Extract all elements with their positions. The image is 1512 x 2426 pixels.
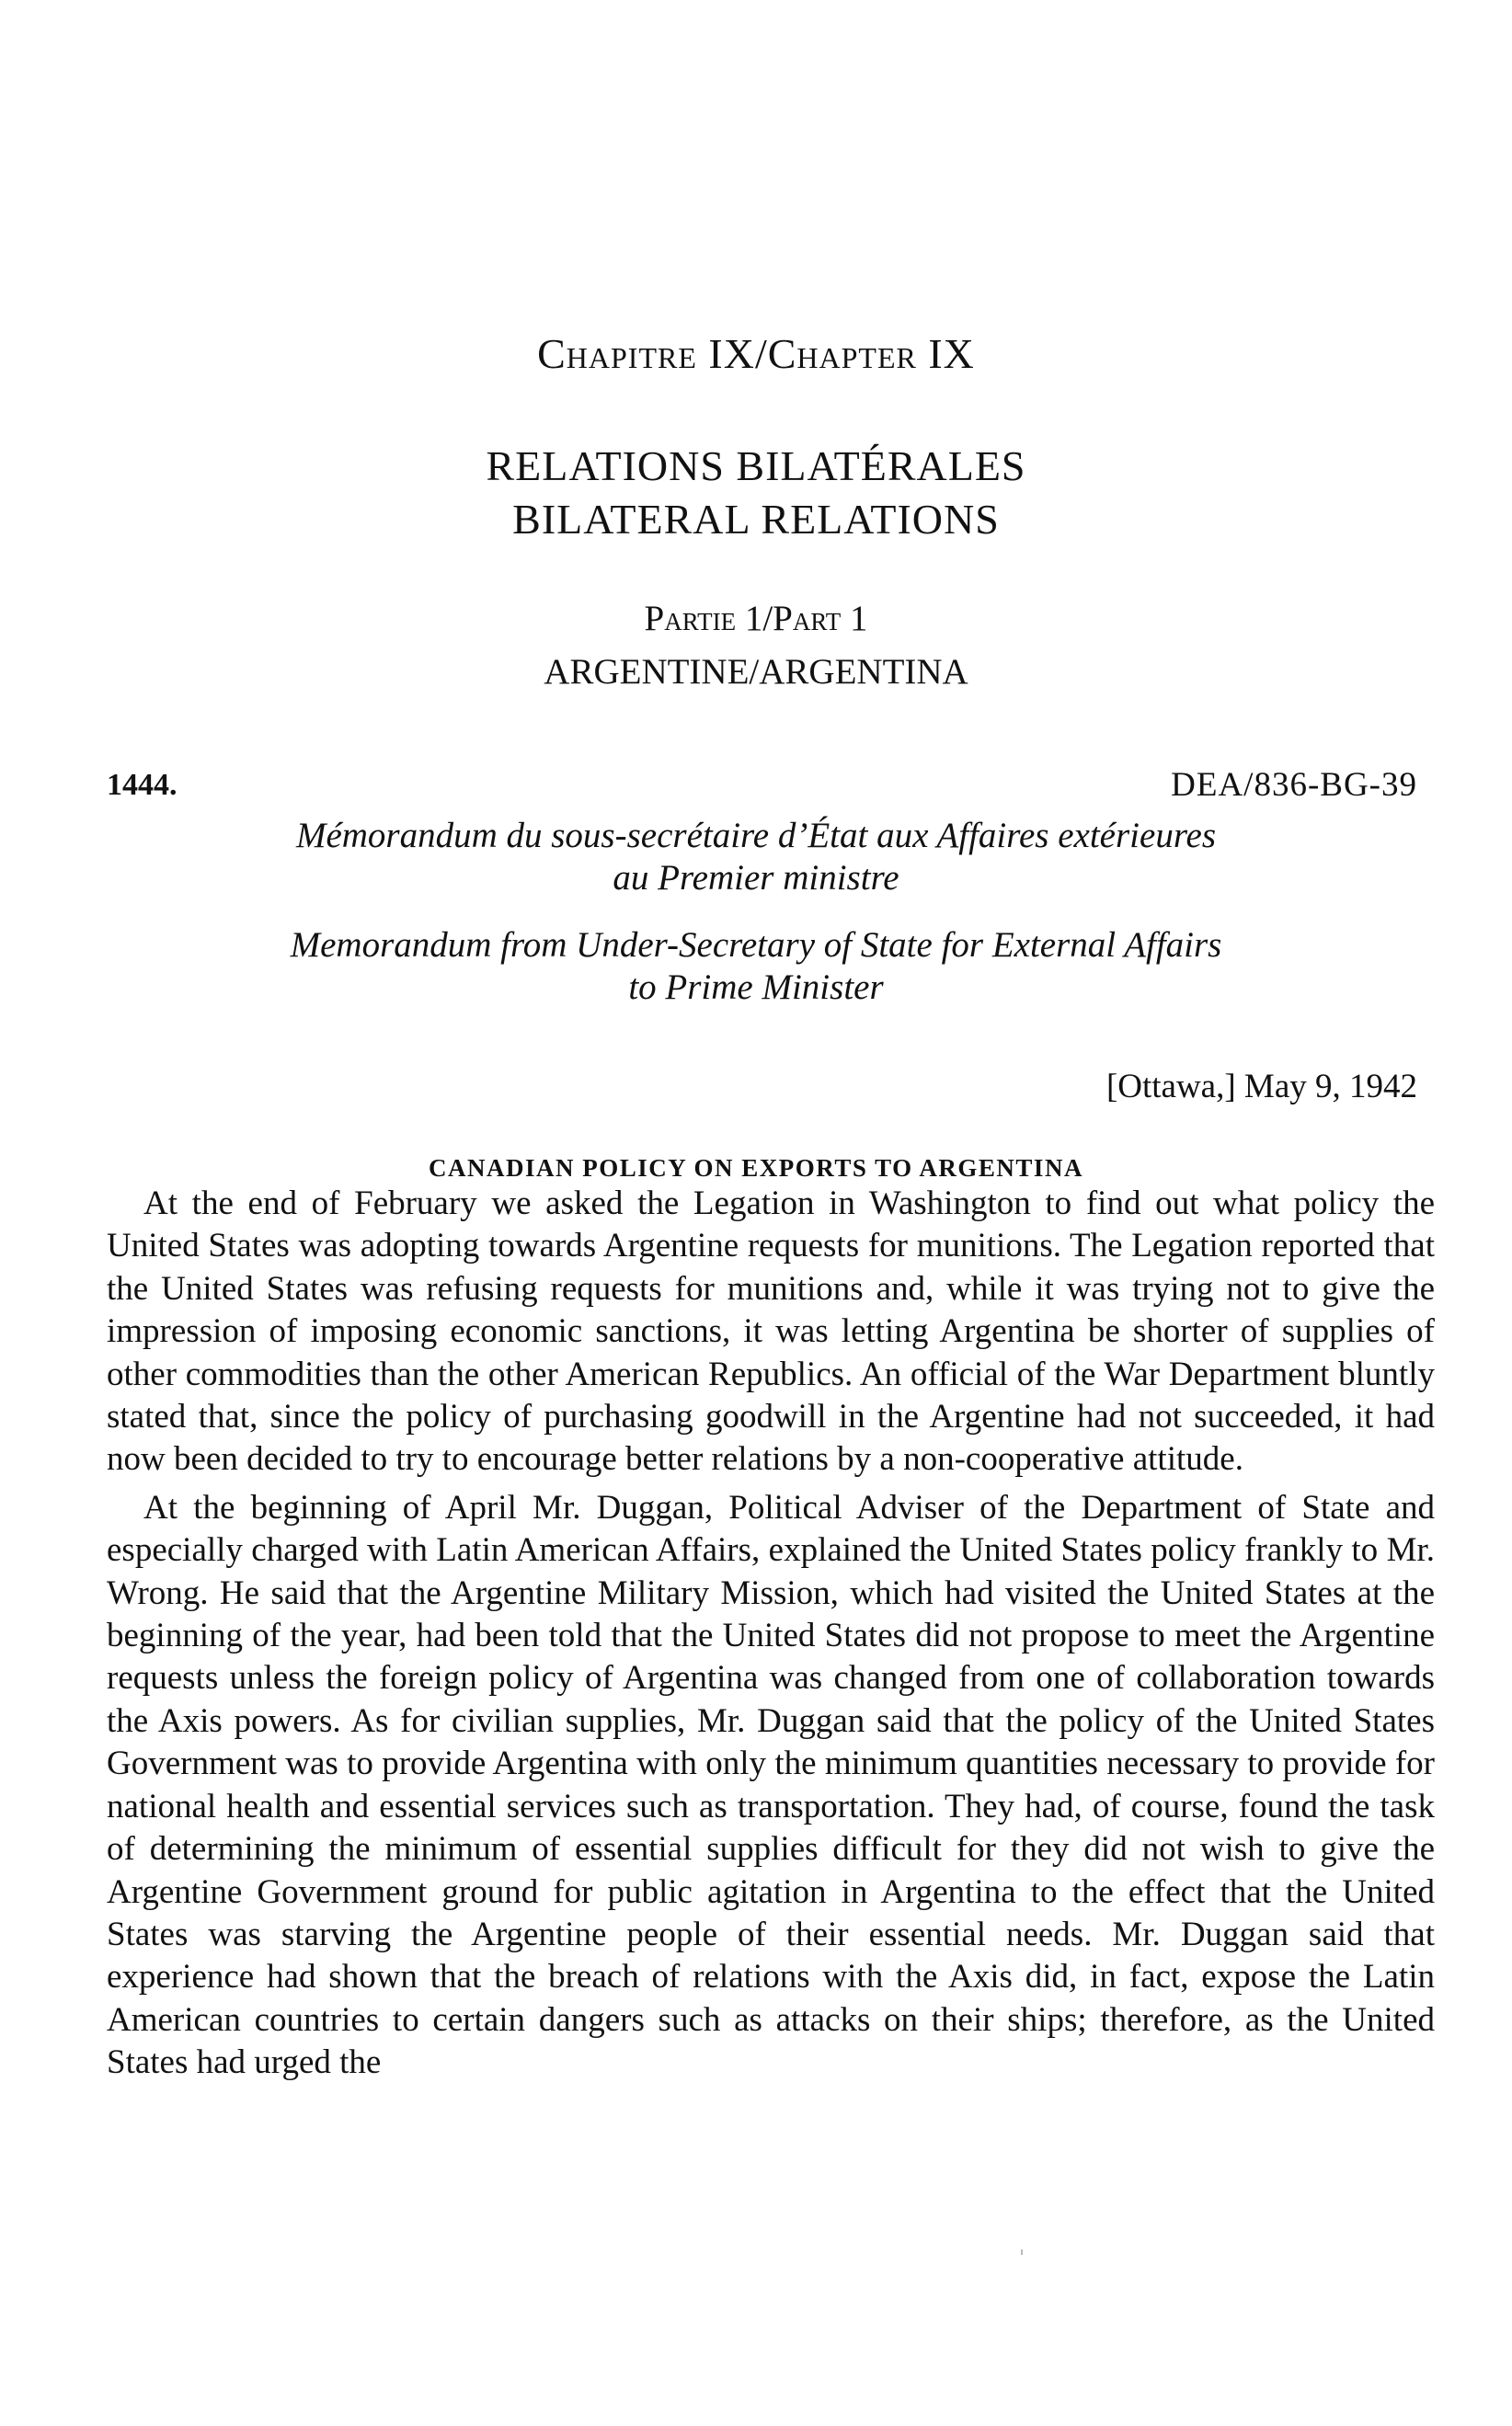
paragraph-1: At the end of February we asked the Legation in Washington to find out what policy the United States was adopting towards Argentine requests for munitions. The Legation reported that the United States was refusing requests for munitions and, while it was trying not to give the impression of imposing economic sanctions, it was letting Argentina be shorter of supplies of other commodities than the other American Republics. An official of the War Department bluntly stated that, since the policy of purchasing goodwill in the Argentine had not succeeded, it had now been decided to try to encourage better relations by a non-cooperative attitude.	[107, 1184, 1435, 1479]
memo-heading-fr-line2: au Premier ministre	[613, 858, 899, 898]
document-number: 1444.	[107, 768, 178, 802]
section-title-en: BILATERAL RELATIONS	[512, 496, 1000, 543]
paragraph-2: At the beginning of April Mr. Duggan, Political Adviser of the Department of State and especially charged with Latin American Affairs, explained the United States policy frankly to Mr. Wrong. He said that the Argentine Military Mission, which had visited the United States at the beginning of the year, had been told that the United States did not propose to meet the Argentine requests unless the foreign policy of Argentina was changed from one of collaboration towards the Axis powers. As for civilian supplies, Mr. Duggan said that the policy of the United States Government was to provide Argentina with only the minimum quantities necessary to provide for national health and essential services such as transportation. They had, of course, found the task of determining the minimum of essential supplies difficult for they did not wish to give the Argentine Government ground for public agitation in Argentina to the effect that the United States was starving the Argentine people of their essential needs. Mr. Duggan said that experience had shown that the breach of relations with the Axis did, in fact, expose the Latin American countries to certain dangers such as attacks on their ships; therefore, as the United States had urged the	[107, 1488, 1435, 2082]
part-number: Partie 1/Part 1	[644, 599, 868, 638]
document-reference: DEA/836-BG-39	[1171, 766, 1417, 804]
chapter-heading	[0, 329, 1512, 378]
memo-heading-en-line1: Memorandum from Under-Secretary of State for External Affairs	[290, 925, 1222, 965]
part-country: ARGENTINE/ARGENTINA	[544, 652, 968, 692]
document-date: [Ottawa,] May 9, 1942	[1105, 1068, 1417, 1105]
section-title	[0, 440, 1512, 546]
memo-heading-en-line2: to Prime Minister	[628, 967, 884, 1007]
chapter-en: Chapter IX	[767, 330, 975, 377]
document-subject: CANADIAN POLICY ON EXPORTS TO ARGENTINA	[429, 1154, 1083, 1182]
chapter-separator: /	[754, 330, 768, 377]
scan-mark	[1021, 2249, 1023, 2255]
memo-heading-fr	[0, 815, 1512, 899]
chapter-fr: Chapitre IX	[537, 330, 755, 377]
memo-heading-fr-line1: Mémorandum du sous-secrétaire d’État aux Affaires extérieures	[295, 816, 1217, 855]
memo-heading-en	[0, 924, 1512, 1009]
section-title-fr: RELATIONS BILATÉRALES	[486, 442, 1026, 489]
body-text	[107, 1183, 1435, 2090]
